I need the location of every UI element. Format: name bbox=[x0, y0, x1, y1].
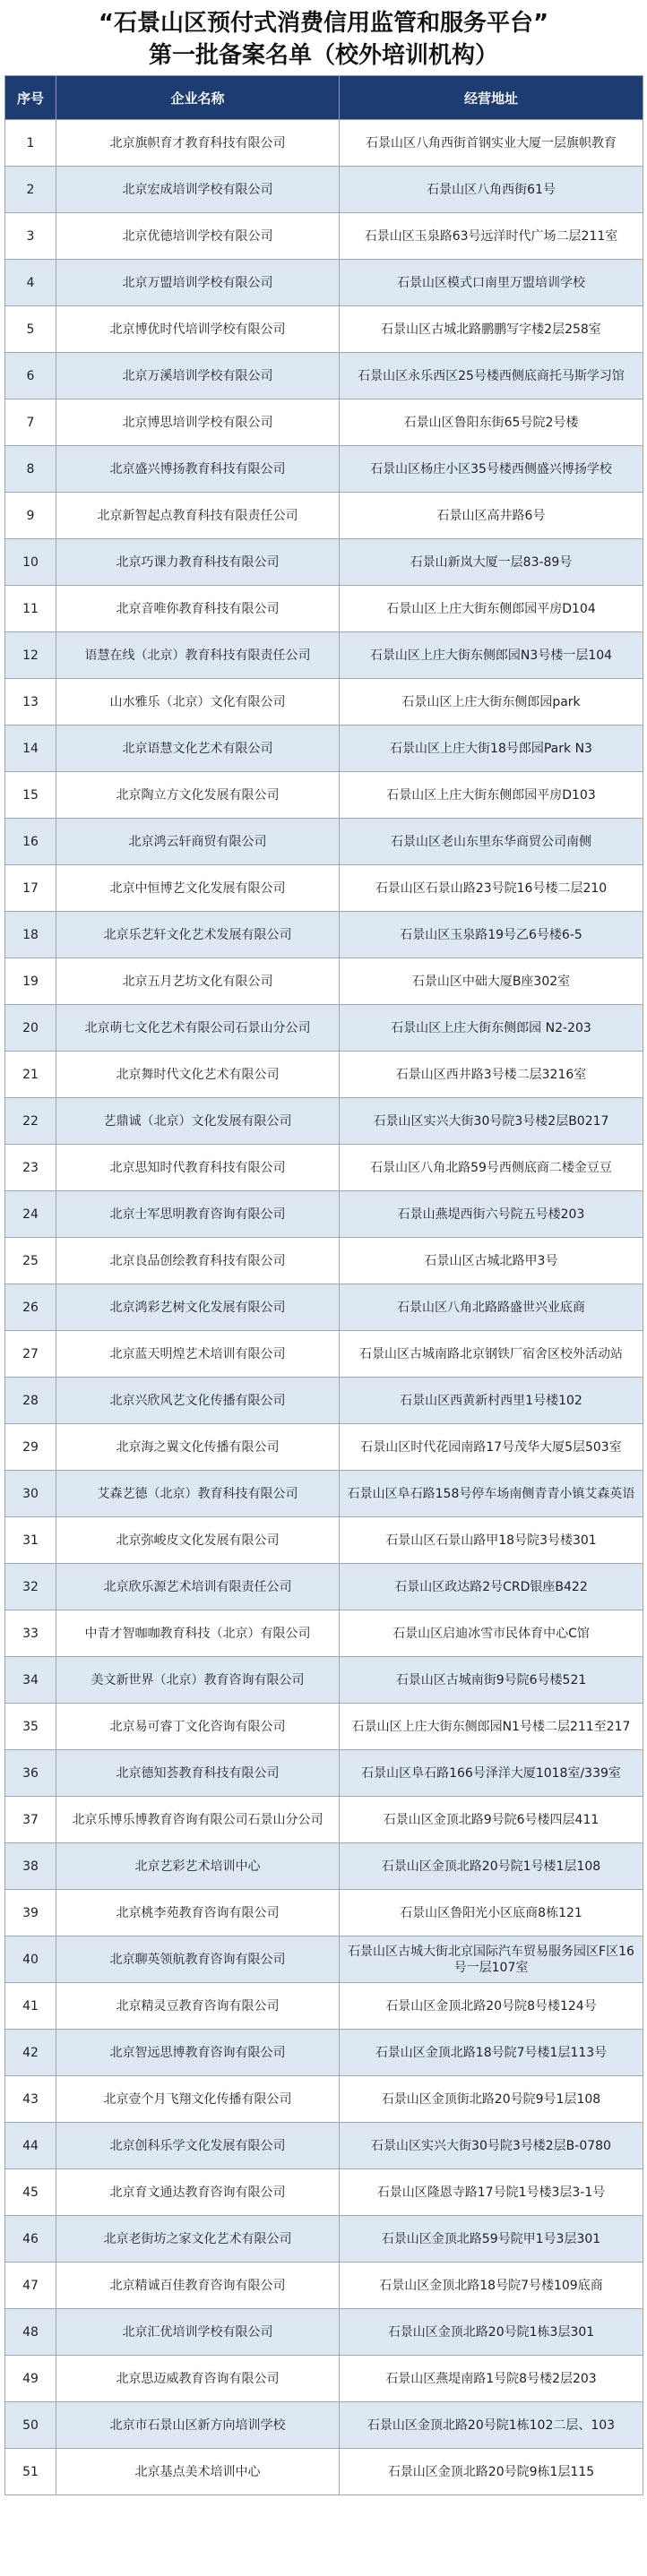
row-index: 44 bbox=[5, 2123, 56, 2169]
business-address: 石景山区古城南路北京钢铁厂宿舍区校外活动站 bbox=[340, 1331, 643, 1378]
row-index: 42 bbox=[5, 2030, 56, 2076]
business-address: 石景山区古城北路甲3号 bbox=[340, 1238, 643, 1284]
business-address: 石景山区上庄大街东侧郎园N3号楼一层104 bbox=[340, 632, 643, 679]
business-address: 石景山区中础大厦B座302室 bbox=[340, 958, 643, 1005]
table-row bbox=[5, 1843, 643, 1890]
company-name: 北京乐艺轩文化艺术发展有限公司 bbox=[56, 912, 340, 958]
table-row bbox=[5, 912, 643, 958]
row-index: 11 bbox=[5, 586, 56, 632]
row-index: 35 bbox=[5, 1704, 56, 1750]
business-address: 石景山区金顶北路9号院6号楼四层411 bbox=[340, 1797, 643, 1843]
row-index: 49 bbox=[5, 2356, 56, 2402]
business-address: 石景山区金顶北路20号院1栋102二层、103 bbox=[340, 2402, 643, 2449]
company-name: 美文新世界（北京）教育咨询有限公司 bbox=[56, 1657, 340, 1704]
table-row bbox=[5, 1797, 643, 1843]
company-name: 北京鸿云轩商贸有限公司 bbox=[56, 819, 340, 865]
table-row bbox=[5, 2263, 643, 2309]
business-address: 石景山区西井路3号楼二层3216室 bbox=[340, 1052, 643, 1098]
row-index: 34 bbox=[5, 1657, 56, 1704]
company-name: 北京德知荟教育科技有限公司 bbox=[56, 1750, 340, 1797]
company-name: 北京鸿彩艺树文化发展有限公司 bbox=[56, 1284, 340, 1331]
company-name: 北京旗帜育才教育科技有限公司 bbox=[56, 120, 340, 167]
company-name: 北京育文通达教育咨询有限公司 bbox=[56, 2169, 340, 2216]
company-name: 北京五月艺坊文化有限公司 bbox=[56, 958, 340, 1005]
company-name: 北京陶立方文化发展有限公司 bbox=[56, 772, 340, 819]
business-address: 石景山区金顶北路20号院9栋1层115 bbox=[340, 2449, 643, 2495]
business-address: 石景山区上庄大街东侧郎园park bbox=[340, 679, 643, 726]
business-address: 石景山区上庄大街东侧郎园平房D103 bbox=[340, 772, 643, 819]
business-address: 石景山区玉泉路19号乙6号楼6-5 bbox=[340, 912, 643, 958]
row-index: 33 bbox=[5, 1610, 56, 1657]
document-title bbox=[0, 0, 647, 75]
row-index: 4 bbox=[5, 260, 56, 306]
business-address: 石景山区金顶北路20号院1号楼1层108 bbox=[340, 1843, 643, 1890]
business-address: 石景山区上庄大街18号郎园Park N3 bbox=[340, 726, 643, 772]
business-address: 石景山区鲁阳光小区底商8栋121 bbox=[340, 1890, 643, 1936]
table-row bbox=[5, 1098, 643, 1145]
business-address: 石景山区金顶北路18号院7号楼109底商 bbox=[340, 2263, 643, 2309]
table-row bbox=[5, 446, 643, 493]
title-line-2: 第一批备案名单（校外培训机构） bbox=[148, 42, 498, 69]
row-index: 21 bbox=[5, 1052, 56, 1098]
business-address: 石景山区古城南街9号院6号楼521 bbox=[340, 1657, 643, 1704]
business-address: 石景山区老山东里东华商贸公司南侧 bbox=[340, 819, 643, 865]
row-index: 15 bbox=[5, 772, 56, 819]
company-name: 北京中恒博艺文化发展有限公司 bbox=[56, 865, 340, 912]
company-name: 北京博优时代培训学校有限公司 bbox=[56, 306, 340, 353]
row-index: 48 bbox=[5, 2309, 56, 2356]
company-name: 北京精灵豆教育咨询有限公司 bbox=[56, 1983, 340, 2030]
row-index: 16 bbox=[5, 819, 56, 865]
table-row bbox=[5, 1052, 643, 1098]
table-row bbox=[5, 1331, 643, 1378]
business-address: 石景山区金顶街北路20号院9号1层108 bbox=[340, 2076, 643, 2123]
company-name: 北京精诚百佳教育咨询有限公司 bbox=[56, 2263, 340, 2309]
business-address: 石景山区阜石路158号停车场南侧青青小镇艾森英语 bbox=[340, 1471, 643, 1517]
company-name: 北京聊英领航教育咨询有限公司 bbox=[56, 1936, 340, 1983]
company-name: 北京欣乐源艺术培训有限责任公司 bbox=[56, 1564, 340, 1610]
header-business-address: 经营地址 bbox=[340, 76, 643, 120]
company-name: 北京桃李苑教育咨询有限公司 bbox=[56, 1890, 340, 1936]
company-name: 北京海之翼文化传播有限公司 bbox=[56, 1424, 340, 1471]
table-row bbox=[5, 120, 643, 167]
business-address: 石景山燕堤西街六号院五号楼203 bbox=[340, 1191, 643, 1238]
company-name: 北京易可睿丁文化咨询有限公司 bbox=[56, 1704, 340, 1750]
table-row bbox=[5, 260, 643, 306]
business-address: 石景山区时代花园南路17号茂华大厦5层503室 bbox=[340, 1424, 643, 1471]
company-name: 山水雅乐（北京）文化有限公司 bbox=[56, 679, 340, 726]
table-row bbox=[5, 353, 643, 399]
business-address: 石景山区上庄大街东侧郎园平房D104 bbox=[340, 586, 643, 632]
row-index: 5 bbox=[5, 306, 56, 353]
row-index: 28 bbox=[5, 1378, 56, 1424]
row-index: 10 bbox=[5, 539, 56, 586]
row-index: 38 bbox=[5, 1843, 56, 1890]
business-address: 石景山区金顶北路20号院8号楼124号 bbox=[340, 1983, 643, 2030]
company-name: 北京士军思明教育咨询有限公司 bbox=[56, 1191, 340, 1238]
table-row bbox=[5, 1704, 643, 1750]
table-row bbox=[5, 213, 643, 260]
table-row bbox=[5, 1564, 643, 1610]
table-row bbox=[5, 539, 643, 586]
table-row bbox=[5, 2449, 643, 2495]
business-address: 石景山区启迪冰雪市民体育中心C馆 bbox=[340, 1610, 643, 1657]
table-body bbox=[5, 120, 643, 2495]
header-index: 序号 bbox=[5, 76, 56, 120]
company-name: 北京巧课力教育科技有限公司 bbox=[56, 539, 340, 586]
row-index: 6 bbox=[5, 353, 56, 399]
company-name: 北京老街坊之家文化艺术有限公司 bbox=[56, 2216, 340, 2263]
table-row bbox=[5, 2356, 643, 2402]
business-address: 石景山区石景山路甲18号院3号楼301 bbox=[340, 1517, 643, 1564]
row-index: 47 bbox=[5, 2263, 56, 2309]
business-address: 石景山区模式口南里万盟培训学校 bbox=[340, 260, 643, 306]
business-address: 石景山区金顶北路18号院7号楼1层113号 bbox=[340, 2030, 643, 2076]
row-index: 32 bbox=[5, 1564, 56, 1610]
business-address: 石景山区八角西街首钢实业大厦一层旗帜教育 bbox=[340, 120, 643, 167]
table-row bbox=[5, 2169, 643, 2216]
table-row bbox=[5, 1471, 643, 1517]
company-name: 北京新智起点教育科技有限责任公司 bbox=[56, 493, 340, 539]
company-name: 北京萌七文化艺术有限公司石景山分公司 bbox=[56, 1005, 340, 1052]
row-index: 1 bbox=[5, 120, 56, 167]
header-company-name: 企业名称 bbox=[56, 76, 340, 120]
row-index: 17 bbox=[5, 865, 56, 912]
table-row bbox=[5, 399, 643, 446]
company-name: 北京蓝天明煌艺术培训有限公司 bbox=[56, 1331, 340, 1378]
business-address: 石景山区实兴大街30号院3号楼2层B0217 bbox=[340, 1098, 643, 1145]
table-row bbox=[5, 2123, 643, 2169]
company-name: 北京良品创绘教育科技有限公司 bbox=[56, 1238, 340, 1284]
business-address: 石景山区实兴大街30号院3号楼2层B-0780 bbox=[340, 2123, 643, 2169]
table-row bbox=[5, 819, 643, 865]
company-name: 北京智远思博教育咨询有限公司 bbox=[56, 2030, 340, 2076]
table-row bbox=[5, 493, 643, 539]
row-index: 31 bbox=[5, 1517, 56, 1564]
row-index: 40 bbox=[5, 1936, 56, 1983]
table-row bbox=[5, 772, 643, 819]
business-address: 石景山区鲁阳东街65号院2号楼 bbox=[340, 399, 643, 446]
row-index: 22 bbox=[5, 1098, 56, 1145]
company-name: 北京汇优培训学校有限公司 bbox=[56, 2309, 340, 2356]
row-index: 29 bbox=[5, 1424, 56, 1471]
business-address: 石景山区八角西街61号 bbox=[340, 167, 643, 213]
company-name: 北京艺彩艺术培训中心 bbox=[56, 1843, 340, 1890]
table-row bbox=[5, 1936, 643, 1983]
table-row bbox=[5, 1238, 643, 1284]
row-index: 7 bbox=[5, 399, 56, 446]
business-address: 石景山区金顶北路59号院甲1号3层301 bbox=[340, 2216, 643, 2263]
business-address: 石景山区燕堤南路1号院8号楼2层203 bbox=[340, 2356, 643, 2402]
row-index: 14 bbox=[5, 726, 56, 772]
table-row bbox=[5, 1610, 643, 1657]
row-index: 19 bbox=[5, 958, 56, 1005]
title-line-1: “石景山区预付式消费信用监管和服务平台” bbox=[98, 10, 549, 37]
business-address: 石景山区阜石路166号泽洋大厦1018室/339室 bbox=[340, 1750, 643, 1797]
company-name: 北京基点美术培训中心 bbox=[56, 2449, 340, 2495]
row-index: 24 bbox=[5, 1191, 56, 1238]
company-name: 北京思迈威教育咨询有限公司 bbox=[56, 2356, 340, 2402]
table-row bbox=[5, 167, 643, 213]
row-index: 39 bbox=[5, 1890, 56, 1936]
table-row bbox=[5, 1750, 643, 1797]
company-name: 北京语慧文化艺术有限公司 bbox=[56, 726, 340, 772]
business-address: 石景山区永乐西区25号楼西侧底商托马斯学习馆 bbox=[340, 353, 643, 399]
company-name: 北京盛兴博扬教育科技有限公司 bbox=[56, 446, 340, 493]
row-index: 18 bbox=[5, 912, 56, 958]
table-row bbox=[5, 1284, 643, 1331]
company-name: 北京音唯你教育科技有限公司 bbox=[56, 586, 340, 632]
company-name: 北京宏成培训学校有限公司 bbox=[56, 167, 340, 213]
table-row bbox=[5, 2076, 643, 2123]
row-index: 3 bbox=[5, 213, 56, 260]
row-index: 45 bbox=[5, 2169, 56, 2216]
company-name: 北京思知时代教育科技有限公司 bbox=[56, 1145, 340, 1191]
row-index: 20 bbox=[5, 1005, 56, 1052]
business-address: 石景山新岚大厦一层83-89号 bbox=[340, 539, 643, 586]
table-row bbox=[5, 2216, 643, 2263]
company-name: 语慧在线（北京）教育科技有限责任公司 bbox=[56, 632, 340, 679]
business-address: 石景山区杨庄小区35号楼西侧盛兴博扬学校 bbox=[340, 446, 643, 493]
registration-table bbox=[4, 75, 643, 2495]
row-index: 27 bbox=[5, 1331, 56, 1378]
row-index: 12 bbox=[5, 632, 56, 679]
table-row bbox=[5, 726, 643, 772]
table-row bbox=[5, 306, 643, 353]
business-address: 石景山区西黄新村西里1号楼102 bbox=[340, 1378, 643, 1424]
business-address: 石景山区古城北路鹏鹏写字楼2层258室 bbox=[340, 306, 643, 353]
table-row bbox=[5, 865, 643, 912]
business-address: 石景山区高井路6号 bbox=[340, 493, 643, 539]
table-row bbox=[5, 958, 643, 1005]
table-row bbox=[5, 1424, 643, 1471]
business-address: 石景山区石景山路23号院16号楼二层210 bbox=[340, 865, 643, 912]
business-address: 石景山区八角北路路盛世兴业底商 bbox=[340, 1284, 643, 1331]
business-address: 石景山区上庄大街东侧郎园 N2-203 bbox=[340, 1005, 643, 1052]
company-name: 北京壹个月飞翔文化传播有限公司 bbox=[56, 2076, 340, 2123]
business-address: 石景山区金顶北路20号院1栋3层301 bbox=[340, 2309, 643, 2356]
row-index: 30 bbox=[5, 1471, 56, 1517]
company-name: 北京乐博乐博教育咨询有限公司石景山分公司 bbox=[56, 1797, 340, 1843]
table-row bbox=[5, 1145, 643, 1191]
business-address: 石景山区八角北路59号西侧底商二楼金豆豆 bbox=[340, 1145, 643, 1191]
row-index: 50 bbox=[5, 2402, 56, 2449]
row-index: 13 bbox=[5, 679, 56, 726]
row-index: 25 bbox=[5, 1238, 56, 1284]
business-address: 石景山区古城大街北京国际汽车贸易服务园区F区16号一层107室 bbox=[340, 1936, 643, 1983]
company-name: 北京万盟培训学校有限公司 bbox=[56, 260, 340, 306]
table-row bbox=[5, 632, 643, 679]
row-index: 46 bbox=[5, 2216, 56, 2263]
company-name: 北京兴欣风艺文化传播有限公司 bbox=[56, 1378, 340, 1424]
table-row bbox=[5, 1657, 643, 1704]
company-name: 艺鼎诚（北京）文化发展有限公司 bbox=[56, 1098, 340, 1145]
table-row bbox=[5, 2402, 643, 2449]
table-row bbox=[5, 2030, 643, 2076]
table-row bbox=[5, 2309, 643, 2356]
row-index: 2 bbox=[5, 167, 56, 213]
company-name: 北京弥峻皮文化发展有限公司 bbox=[56, 1517, 340, 1564]
row-index: 26 bbox=[5, 1284, 56, 1331]
row-index: 37 bbox=[5, 1797, 56, 1843]
table-row bbox=[5, 1517, 643, 1564]
company-name: 中青才智咖咖教育科技（北京）有限公司 bbox=[56, 1610, 340, 1657]
table-row bbox=[5, 679, 643, 726]
company-name: 北京市石景山区新方向培训学校 bbox=[56, 2402, 340, 2449]
row-index: 41 bbox=[5, 1983, 56, 2030]
company-name: 北京优德培训学校有限公司 bbox=[56, 213, 340, 260]
company-name: 北京万溪培训学校有限公司 bbox=[56, 353, 340, 399]
company-name: 北京博思培训学校有限公司 bbox=[56, 399, 340, 446]
table-row bbox=[5, 1005, 643, 1052]
table-row bbox=[5, 1191, 643, 1238]
company-name: 北京创科乐学文化发展有限公司 bbox=[56, 2123, 340, 2169]
row-index: 9 bbox=[5, 493, 56, 539]
table-row bbox=[5, 1983, 643, 2030]
row-index: 8 bbox=[5, 446, 56, 493]
row-index: 23 bbox=[5, 1145, 56, 1191]
business-address: 石景山区隆恩寺路17号院1号楼3层3-1号 bbox=[340, 2169, 643, 2216]
row-index: 36 bbox=[5, 1750, 56, 1797]
table-row bbox=[5, 1890, 643, 1936]
row-index: 43 bbox=[5, 2076, 56, 2123]
table-header-row bbox=[5, 76, 643, 120]
business-address: 石景山区政达路2号CRD银座B422 bbox=[340, 1564, 643, 1610]
business-address: 石景山区玉泉路63号远洋时代广场二层211室 bbox=[340, 213, 643, 260]
company-name: 艾森艺德（北京）教育科技有限公司 bbox=[56, 1471, 340, 1517]
table-row bbox=[5, 1378, 643, 1424]
company-name: 北京舞时代文化艺术有限公司 bbox=[56, 1052, 340, 1098]
row-index: 51 bbox=[5, 2449, 56, 2495]
business-address: 石景山区上庄大街东侧郎园N1号楼二层211至217 bbox=[340, 1704, 643, 1750]
table-row bbox=[5, 586, 643, 632]
